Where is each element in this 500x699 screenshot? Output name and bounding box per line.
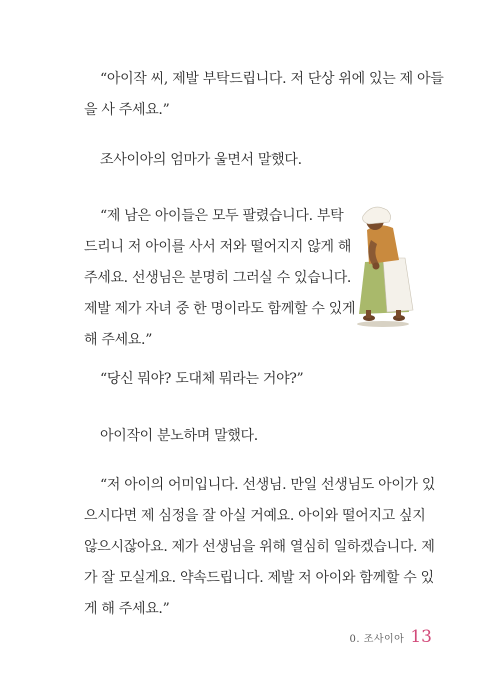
paragraph-line: “당신 뭐야? 도대체 뭐라는 거야?” [100, 371, 304, 387]
paragraph-line: 을 사 주세요.” [84, 102, 170, 118]
chapter-caption: 0. 조사이아 [349, 634, 405, 645]
page-footer [349, 627, 432, 647]
woman-figure-icon [343, 200, 423, 330]
woman-illustration [343, 200, 423, 330]
paragraph-line: 조사이아의 엄마가 울면서 말했다. [100, 152, 302, 168]
paragraph-line: 해 주세요.” [84, 332, 153, 348]
paragraph-line: 아이작이 분노하며 말했다. [100, 428, 258, 444]
paragraph-1 [84, 64, 444, 126]
paragraph-5 [84, 421, 424, 452]
paragraph-line: “아이작 씨, 제발 부탁드립니다. 저 단상 위에 있는 제 아들 [100, 71, 444, 87]
paragraph-line: 제발 제가 자녀 중 한 명이라도 함께할 수 있게 [84, 301, 356, 317]
paragraph-6 [84, 470, 436, 625]
paragraph-line: 않으시잖아요. 제가 선생님을 위해 열심히 일하겠습니다. 제 [84, 539, 435, 555]
paragraph-line: 드리니 저 아이를 사서 저와 떨어지지 않게 해 [84, 239, 352, 255]
page-number: 13 [410, 627, 432, 647]
paragraph-line: “제 남은 아이들은 모두 팔렸습니다. 부탁 [100, 208, 344, 224]
paragraph-2 [84, 145, 424, 176]
paragraph-line: 가 잘 모실게요. 약속드립니다. 제발 저 아이와 함께할 수 있 [84, 570, 434, 586]
paragraph-line: 게 해 주세요.” [84, 601, 170, 617]
paragraph-line: “저 아이의 어미입니다. 선생님. 만일 선생님도 아이가 있 [100, 477, 436, 493]
paragraph-line: 으시다면 제 심정을 잘 아실 거예요. 아이와 떨어지고 싶지 [84, 508, 426, 524]
paragraph-4 [84, 364, 424, 395]
paragraph-line: 주세요. 선생님은 분명히 그러실 수 있습니다. [84, 270, 352, 286]
